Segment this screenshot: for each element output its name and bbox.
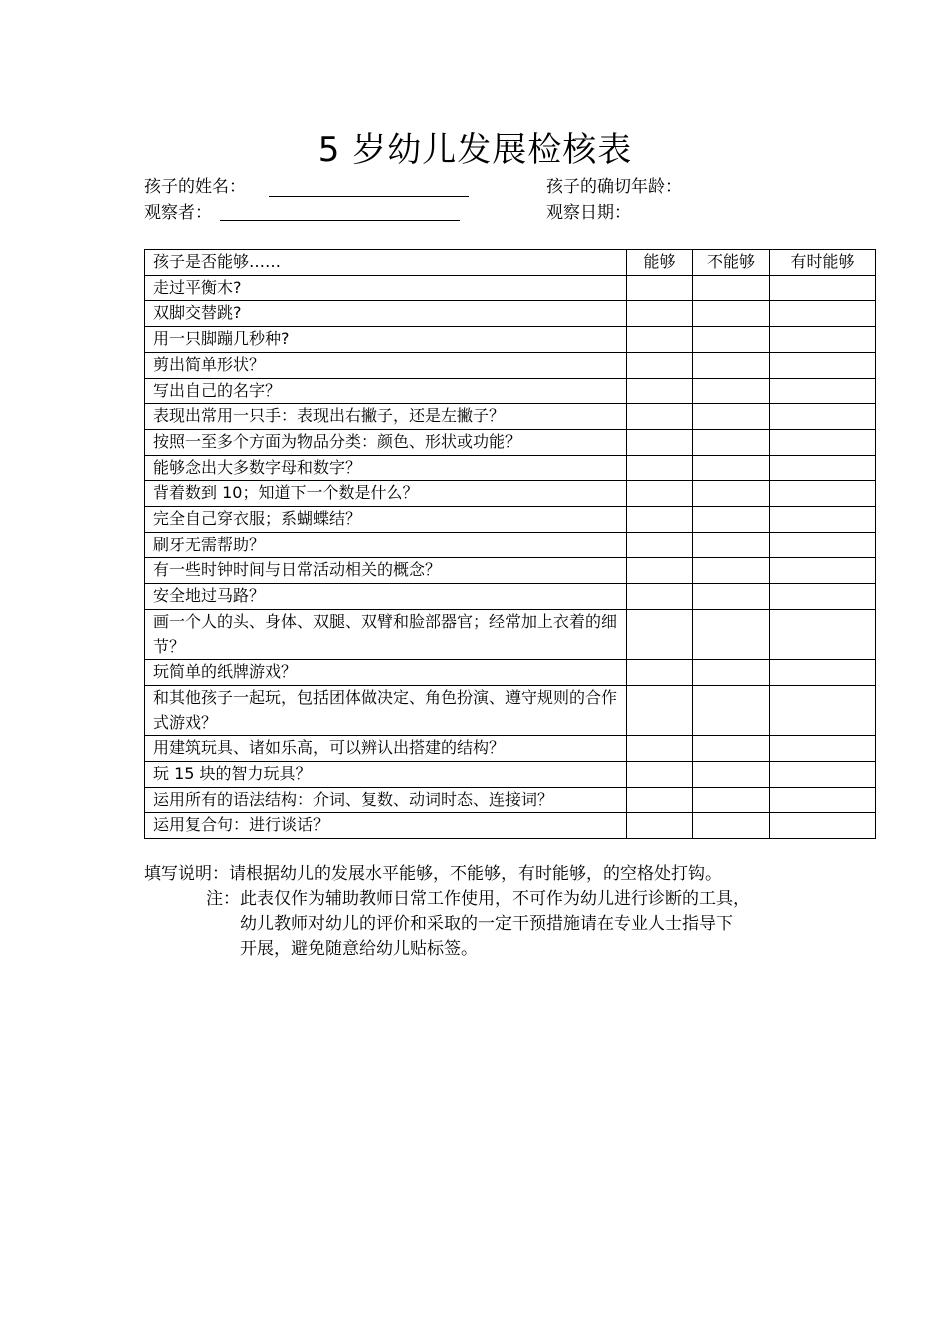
question-cell: 运用所有的语法结构：介词、复数、动词时态、连接词？ bbox=[145, 787, 627, 813]
sometimes-checkbox-cell[interactable] bbox=[770, 558, 876, 584]
sometimes-checkbox-cell[interactable] bbox=[770, 404, 876, 430]
table-row bbox=[145, 609, 876, 659]
question-cell: 有一些时钟时间与日常活动相关的概念？ bbox=[145, 558, 627, 584]
cannot-checkbox-cell[interactable] bbox=[693, 685, 770, 735]
table-row bbox=[145, 685, 876, 735]
cannot-checkbox-cell[interactable] bbox=[693, 455, 770, 481]
question-cell: 用建筑玩具、诸如乐高，可以辨认出搭建的结构？ bbox=[145, 736, 627, 762]
table-row bbox=[145, 455, 876, 481]
cannot-checkbox-cell[interactable] bbox=[693, 378, 770, 404]
sometimes-checkbox-cell[interactable] bbox=[770, 685, 876, 735]
question-cell: 用一只脚蹦几秒种? bbox=[145, 327, 627, 353]
sometimes-checkbox-cell[interactable] bbox=[770, 507, 876, 533]
can-checkbox-cell[interactable] bbox=[627, 429, 693, 455]
checklist-table bbox=[144, 249, 876, 839]
table-row bbox=[145, 532, 876, 558]
can-checkbox-cell[interactable] bbox=[627, 584, 693, 610]
cannot-checkbox-cell[interactable] bbox=[693, 558, 770, 584]
cannot-checkbox-cell[interactable] bbox=[693, 660, 770, 686]
table-row bbox=[145, 378, 876, 404]
can-checkbox-cell[interactable] bbox=[627, 532, 693, 558]
sometimes-checkbox-cell[interactable] bbox=[770, 352, 876, 378]
cannot-checkbox-cell[interactable] bbox=[693, 813, 770, 839]
question-cell: 走过平衡木? bbox=[145, 275, 627, 301]
child-name-label: 孩子的姓名： bbox=[144, 177, 246, 197]
table-row bbox=[145, 507, 876, 533]
question-cell: 背着数到 10；知道下一个数是什么？ bbox=[145, 481, 627, 507]
note-text-1: 此表仅作为辅助教师日常工作使用，不可作为幼儿进行诊断的工具， bbox=[240, 889, 750, 909]
cannot-checkbox-cell[interactable] bbox=[693, 736, 770, 762]
question-cell: 双脚交替跳? bbox=[145, 301, 627, 327]
can-checkbox-cell[interactable] bbox=[627, 455, 693, 481]
can-checkbox-cell[interactable] bbox=[627, 813, 693, 839]
table-row bbox=[145, 404, 876, 430]
can-checkbox-cell[interactable] bbox=[627, 609, 693, 659]
note-line-3: 开展，避免随意给幼儿贴标签。 bbox=[240, 939, 478, 959]
question-cell: 能够念出大多数字母和数字？ bbox=[145, 455, 627, 481]
can-checkbox-cell[interactable] bbox=[627, 558, 693, 584]
table-row bbox=[145, 275, 876, 301]
can-checkbox-cell[interactable] bbox=[627, 787, 693, 813]
table-row bbox=[145, 558, 876, 584]
question-cell: 完全自己穿衣服；系蝴蝶结？ bbox=[145, 507, 627, 533]
can-checkbox-cell[interactable] bbox=[627, 507, 693, 533]
question-cell: 写出自己的名字？ bbox=[145, 378, 627, 404]
can-checkbox-cell[interactable] bbox=[627, 275, 693, 301]
table-row bbox=[145, 584, 876, 610]
can-checkbox-cell[interactable] bbox=[627, 352, 693, 378]
header-can: 能够 bbox=[627, 250, 693, 276]
notes-section bbox=[144, 862, 750, 962]
can-checkbox-cell[interactable] bbox=[627, 301, 693, 327]
question-cell: 和其他孩子一起玩，包括团体做决定、角色扮演、遵守规则的合作式游戏？ bbox=[145, 685, 627, 735]
question-cell: 运用复合句：进行谈话？ bbox=[145, 813, 627, 839]
can-checkbox-cell[interactable] bbox=[627, 327, 693, 353]
table-row bbox=[145, 429, 876, 455]
question-cell: 刷牙无需帮助？ bbox=[145, 532, 627, 558]
sometimes-checkbox-cell[interactable] bbox=[770, 787, 876, 813]
cannot-checkbox-cell[interactable] bbox=[693, 787, 770, 813]
question-cell: 玩 15 块的智力玩具？ bbox=[145, 762, 627, 788]
table-row bbox=[145, 352, 876, 378]
sometimes-checkbox-cell[interactable] bbox=[770, 481, 876, 507]
can-checkbox-cell[interactable] bbox=[627, 481, 693, 507]
table-row bbox=[145, 327, 876, 353]
cannot-checkbox-cell[interactable] bbox=[693, 327, 770, 353]
cannot-checkbox-cell[interactable] bbox=[693, 507, 770, 533]
cannot-checkbox-cell[interactable] bbox=[693, 762, 770, 788]
instruction-line bbox=[144, 862, 750, 887]
table-row bbox=[145, 762, 876, 788]
table-row bbox=[145, 736, 876, 762]
page-title: 5 岁幼儿发展检核表 bbox=[317, 130, 633, 170]
child-age-label: 孩子的确切年龄： bbox=[546, 177, 682, 197]
sometimes-checkbox-cell[interactable] bbox=[770, 275, 876, 301]
table-row bbox=[145, 787, 876, 813]
observer-label: 观察者： bbox=[144, 203, 212, 223]
can-checkbox-cell[interactable] bbox=[627, 762, 693, 788]
sometimes-checkbox-cell[interactable] bbox=[770, 327, 876, 353]
sometimes-checkbox-cell[interactable] bbox=[770, 762, 876, 788]
cannot-checkbox-cell[interactable] bbox=[693, 609, 770, 659]
cannot-checkbox-cell[interactable] bbox=[693, 301, 770, 327]
cannot-checkbox-cell[interactable] bbox=[693, 404, 770, 430]
observer-field[interactable] bbox=[220, 220, 460, 221]
question-cell: 表现出常用一只手：表现出右撇子，还是左撇子？ bbox=[145, 404, 627, 430]
question-cell: 玩简单的纸牌游戏？ bbox=[145, 660, 627, 686]
instruction-text: 请根据幼儿的发展水平能够，不能够，有时能够，的空格处打钩。 bbox=[229, 864, 722, 884]
sometimes-checkbox-cell[interactable] bbox=[770, 378, 876, 404]
sometimes-checkbox-cell[interactable] bbox=[770, 429, 876, 455]
sometimes-checkbox-cell[interactable] bbox=[770, 813, 876, 839]
can-checkbox-cell[interactable] bbox=[627, 404, 693, 430]
question-cell: 画一个人的头、身体、双腿、双臂和脸部器官；经常加上衣着的细节？ bbox=[145, 609, 627, 659]
table-row bbox=[145, 301, 876, 327]
sometimes-checkbox-cell[interactable] bbox=[770, 736, 876, 762]
can-checkbox-cell[interactable] bbox=[627, 378, 693, 404]
cannot-checkbox-cell[interactable] bbox=[693, 481, 770, 507]
note-label: 注： bbox=[206, 889, 240, 909]
can-checkbox-cell[interactable] bbox=[627, 660, 693, 686]
cannot-checkbox-cell[interactable] bbox=[693, 429, 770, 455]
cannot-checkbox-cell[interactable] bbox=[693, 532, 770, 558]
cannot-checkbox-cell[interactable] bbox=[693, 584, 770, 610]
table-row bbox=[145, 660, 876, 686]
table-header-row bbox=[145, 250, 876, 276]
header-cannot: 不能够 bbox=[693, 250, 770, 276]
question-cell: 安全地过马路？ bbox=[145, 584, 627, 610]
sometimes-checkbox-cell[interactable] bbox=[770, 584, 876, 610]
header-question: 孩子是否能够…… bbox=[145, 250, 627, 276]
sometimes-checkbox-cell[interactable] bbox=[770, 301, 876, 327]
can-checkbox-cell[interactable] bbox=[627, 736, 693, 762]
note-line-2: 幼儿教师对幼儿的评价和采取的一定干预措施请在专业人士指导下 bbox=[240, 914, 733, 934]
sometimes-checkbox-cell[interactable] bbox=[770, 532, 876, 558]
instruction-label: 填写说明： bbox=[144, 864, 229, 884]
table-row bbox=[145, 481, 876, 507]
can-checkbox-cell[interactable] bbox=[627, 685, 693, 735]
question-cell: 剪出简单形状？ bbox=[145, 352, 627, 378]
header-sometimes: 有时能够 bbox=[770, 250, 876, 276]
observe-date-label: 观察日期： bbox=[546, 203, 631, 223]
cannot-checkbox-cell[interactable] bbox=[693, 352, 770, 378]
note-line-1 bbox=[144, 887, 750, 912]
question-cell: 按照一至多个方面为物品分类：颜色、形状或功能？ bbox=[145, 429, 627, 455]
sometimes-checkbox-cell[interactable] bbox=[770, 660, 876, 686]
cannot-checkbox-cell[interactable] bbox=[693, 275, 770, 301]
sometimes-checkbox-cell[interactable] bbox=[770, 455, 876, 481]
child-name-field[interactable] bbox=[269, 196, 469, 197]
sometimes-checkbox-cell[interactable] bbox=[770, 609, 876, 659]
table-row bbox=[145, 813, 876, 839]
